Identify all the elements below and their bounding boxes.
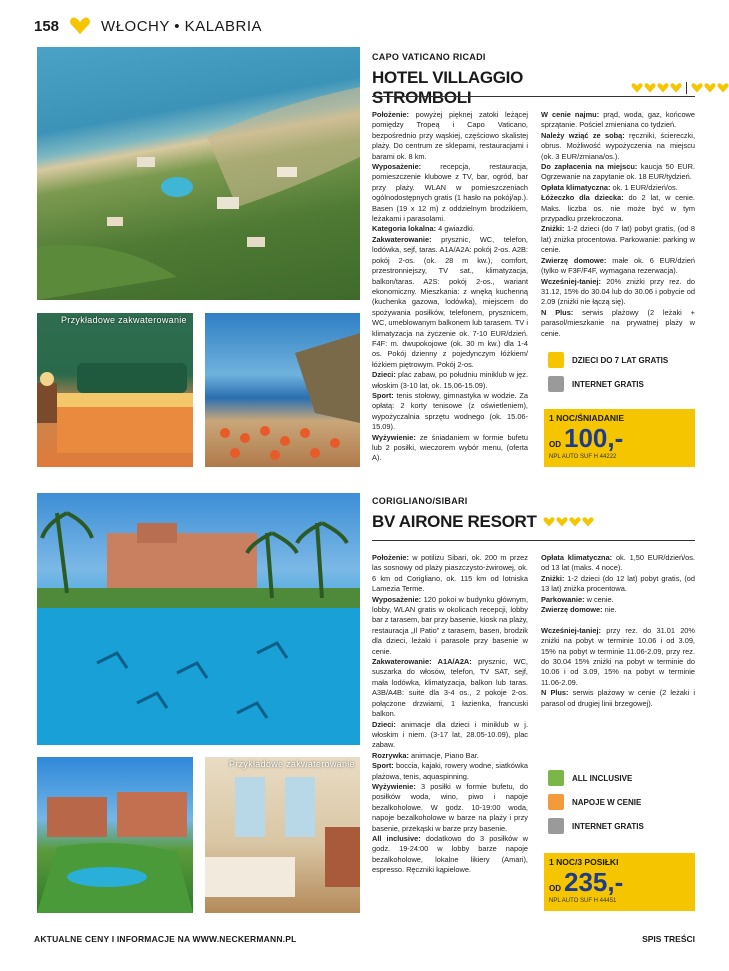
- description-paragraph: [541, 224, 695, 255]
- paragraph-heading: Sport:: [372, 761, 394, 771]
- price-label: 1 NOC/ŚNIADANIE: [549, 413, 625, 423]
- description-paragraph: [372, 751, 528, 761]
- description-paragraph: [372, 657, 528, 719]
- description-paragraph: [541, 308, 695, 339]
- hotel1-price-box: [544, 409, 695, 467]
- hotel1-location: CAPO VATICANO RICADI: [372, 52, 486, 62]
- hotel2-room-photo: [205, 757, 360, 913]
- paragraph-heading: Zakwaterowanie: A1A/A2A:: [372, 657, 472, 667]
- hotel2-description-col2: [541, 553, 695, 709]
- hotel1-room-photo: [37, 313, 193, 467]
- heart-icon: [644, 83, 656, 93]
- heart-icon: [569, 517, 581, 527]
- room-scene-graphic: [205, 757, 360, 913]
- description-paragraph: [541, 626, 695, 688]
- image-caption: Przykładowe zakwaterowanie: [61, 315, 187, 325]
- description-paragraph: [372, 110, 528, 162]
- paragraph-heading: Kategoria lokalna:: [372, 224, 437, 234]
- heart-icon: [670, 83, 682, 93]
- paragraph-heading: Zniżki:: [541, 224, 565, 234]
- paragraph-heading: W cenie najmu:: [541, 110, 600, 119]
- paragraph-heading: N Plus:: [541, 688, 569, 698]
- heart-icon: [717, 83, 729, 93]
- paragraph-heading: Wcześniej-taniej:: [541, 276, 601, 286]
- price-code: NPL AUTO SUF H 44222: [549, 454, 617, 460]
- paragraph-text: ok. 1,50 EUR/dzień/os. od 13 lat (maks. 4 noce).: [541, 553, 695, 573]
- paragraph-text: recepcja, restauracja, pomieszczenie klubowe z TV, bar, ogród, bar przy plaży. WLAN w pomieszczeniach ogólnodostępnych gratis (1 hasło na pokój/ap.). Basen (19 x 12 m) z oddzielnym brodzikiem, leżakami i parasolami.: [372, 162, 528, 224]
- aerial-scene-graphic: [37, 47, 360, 300]
- paragraph-text: prąd, woda, gaz, końcowe sprzątanie. Pościel zmieniana co tydzień.: [541, 110, 695, 130]
- paragraph-heading: Łóżeczko dla dziecka:: [541, 193, 624, 203]
- paragraph-heading: N Plus:: [541, 307, 574, 317]
- hotel1-description-col2: [541, 110, 695, 339]
- hotel1-name: HOTEL VILLAGGIO STROMBOLI: [372, 68, 524, 107]
- hotel2-resort-photo: [37, 757, 193, 913]
- description-paragraph: [541, 110, 695, 131]
- hotel2-rating: [543, 517, 594, 527]
- paragraph-text: przy rez. do 31.01 20% zniżki na pobyt w terminie 10.06 i od 3.09, 15% na pobyt w terminie 11.06-2.09, przy rez. do 30.04 15% zniżki na pobyt w terminie do 10.06 i od 3.09, 15% na pobyt w terminie 11.06-2.09.: [541, 625, 695, 687]
- region-title: WŁOCHY • KALABRIA: [101, 17, 263, 35]
- description-paragraph: [541, 193, 695, 224]
- paragraph-heading: Parkowanie:: [541, 594, 585, 604]
- price-od: OD: [549, 884, 561, 893]
- wifi-icon: [548, 818, 564, 834]
- heart-icon: [543, 517, 555, 527]
- paragraph-heading: Rozrywka:: [372, 750, 409, 760]
- paragraph-heading: Sport:: [372, 390, 394, 400]
- paragraph-text: tenis stołowy, gimnastyka w wodzie. Za opłatą: 2 korty tenisowe (z oświetleniem), wypożyczalnia sprzętu wodnego (ok. 15.06-15.09).: [372, 390, 528, 432]
- feature-kids-free: [548, 352, 668, 368]
- paragraph-text: nie.: [602, 605, 617, 615]
- paragraph-text: małe ok. 6 EUR/dzień (tylko w F3F/F4F, wymagana rezerwacja).: [541, 255, 695, 276]
- paragraph-text: 1-2 dzieci (do 7 lat) pobyt gratis, (od 8 lat) zniżka procentowa. Parkowanie: parking w cenie.: [541, 224, 695, 255]
- paragraph-text: do 2 lat, w cenie. Maks. liczba os. nie może być w tym przypadku przekroczona.: [541, 193, 695, 224]
- heart-icon: [582, 517, 594, 527]
- price-amount: 100,-: [564, 423, 624, 453]
- paragraph-text: serwis plażowy w cenie (2 leżaki i parasol od drugiej linii brzegowej).: [541, 688, 695, 708]
- paragraph-text: dodatkowo do 3 posiłków w godz. 19-24:00 w lobby barze napoje bezalkoholowe, lokalne likiery (Amari), espresso. Ręczniki kąpielowe.: [372, 833, 528, 875]
- paragraph-heading: All inclusive:: [372, 833, 421, 843]
- description-paragraph: [541, 183, 695, 193]
- paragraph-text: 20% zniżki przy rez. do 31.12, 15% do 30.04 lub do 30.06 i pobycie od 2.09 (zniżki nie łączą się).: [541, 276, 695, 307]
- drinks-icon: [548, 794, 564, 810]
- paragraph-text: animacje dla dzieci i miniklub w j. włoskim i niem. (3-17 lat, 28.05-10.09), plac zabaw.: [372, 719, 528, 750]
- description-paragraph: [541, 574, 695, 595]
- feature-label: NAPOJE W CENIE: [572, 797, 642, 807]
- hotel2-title-row: [372, 512, 594, 532]
- description-paragraph: [372, 162, 528, 224]
- description-paragraph: [372, 235, 528, 370]
- paragraph-heading: Do zapłacenia na miejscu:: [541, 162, 638, 172]
- page-header: [34, 14, 262, 38]
- paragraph-text: ok. 1 EUR/dzień/os.: [610, 182, 678, 192]
- description-paragraph: [541, 688, 695, 709]
- paragraph-heading: Wyposażenie:: [372, 162, 422, 172]
- price-label: 1 NOC/3 POSIŁKI: [549, 857, 619, 867]
- paragraph-heading: Dzieci:: [372, 370, 396, 380]
- paragraph-text: 1-2 dzieci (do 12 lat) pobyt gratis, (od 13 lat) zniżka procentowa.: [541, 573, 695, 594]
- paragraph-heading: Wyżywienie:: [372, 432, 416, 442]
- description-paragraph: [541, 615, 695, 625]
- paragraph-heading: Opłata klimatyczna:: [541, 553, 613, 562]
- divider: [372, 540, 695, 541]
- description-paragraph: [372, 224, 528, 234]
- paragraph-heading: Należy wziąć ze sobą:: [541, 130, 625, 140]
- feature-drinks: [548, 794, 641, 810]
- paragraph-text: kaucja 50 EUR. Ogrzewanie na zapytanie ok. 18 EUR/tydzień.: [541, 162, 695, 182]
- description-paragraph: [372, 553, 528, 595]
- heart-logo-icon: [69, 17, 91, 35]
- price-amount: 235,-: [564, 867, 624, 897]
- description-paragraph: [541, 162, 695, 183]
- paragraph-text: 4 gwiazdki.: [436, 224, 475, 234]
- feature-internet: [548, 376, 644, 392]
- description-paragraph: [372, 370, 528, 391]
- rating-separator: [686, 82, 687, 94]
- resort-scene-graphic: [37, 757, 193, 913]
- beach-scene-graphic: [205, 313, 360, 467]
- paragraph-heading: Położenie:: [372, 553, 409, 562]
- paragraph-heading: Zwierzę domowe:: [541, 605, 603, 615]
- hotel1-rating: [631, 82, 729, 94]
- paragraph-text: w potilizu Sibari, ok. 200 m przez las sosnowy od plaży piaszczysto-żwirowej, ok. 6 km od Corigliano, ok. 115 km od lotniska Lamezia Terme.: [372, 553, 528, 594]
- price-od: OD: [549, 440, 561, 449]
- feature-label: INTERNET GRATIS: [572, 821, 644, 831]
- feature-all-inclusive: [548, 770, 632, 786]
- description-paragraph: [541, 553, 695, 574]
- paragraph-text: 120 pokoi w budynku głównym, lobby, WLAN gratis w okolicach recepcji, lobby bar z tarasem, bar przy basenie, kiosk na plaży, restauracja „Il Patio” z tarasem, basen, brodzik dla dzieci, leżaki i parasole przy basenie w cenie.: [372, 594, 528, 656]
- paragraph-heading: Zakwaterowanie:: [372, 234, 432, 244]
- description-paragraph: [541, 595, 695, 605]
- hotel2-pool-photo: [37, 493, 360, 745]
- paragraph-heading: Położenie:: [372, 110, 409, 119]
- description-paragraph: [541, 131, 695, 162]
- description-paragraph: [372, 720, 528, 751]
- paragraph-text: w cenie.: [584, 594, 614, 604]
- heart-icon: [631, 83, 643, 93]
- paragraph-text: prysznic, WC, telefon, lodówka, sejf, taras. A1A/A2A: pokój 2-os. A2B: pokój 2-os. (ok. 28 m kw.), comfort, przestronniejszy, TV sat., klimatyzacja, balkon/taras. A2S: pokój 2-os., wariant ekonomiczny. Mieszkania: z wnęką kuchenną (kuchenka gazowa, lodówka), miejscem do spożywania posiłków, telefonem, prysznicem, WC, umeblowanym balkonem lub tarasem. TV i klimatyzacja na życzenie ok. 7-10 EUR/dzień. F4F: m. dwupokojowe (ok. 30 m kw.) dla 1-4 os. Pokój dzienny z pojedynczym łóżkiem/łóżkiem piętrowym. Pokój 2-os.: [372, 234, 528, 369]
- description-paragraph: [372, 761, 528, 782]
- heart-icon: [556, 517, 568, 527]
- description-paragraph: [541, 605, 695, 615]
- feature-internet: [548, 818, 644, 834]
- wifi-icon: [548, 376, 564, 392]
- hotel1-beach-photo: [205, 313, 360, 467]
- description-paragraph: [541, 277, 695, 308]
- price-code: NPL AUTO SUF H 44451: [549, 898, 617, 904]
- description-paragraph: [372, 391, 528, 433]
- feature-label: ALL INCLUSIVE: [572, 773, 633, 783]
- all-inclusive-icon: [548, 770, 564, 786]
- paragraph-heading: Zniżki:: [541, 573, 565, 583]
- heart-icon: [704, 83, 716, 93]
- paragraph-text: ręczniki, ściereczki, obrus. Możliwość wypożyczenia na miejscu (ok. 3 EUR/zmiana/os.).: [541, 130, 695, 161]
- description-paragraph: [372, 834, 528, 876]
- hotel2-location: CORIGLIANO/SIBARI: [372, 496, 468, 506]
- feature-label: INTERNET GRATIS: [572, 379, 644, 389]
- footer-website-link[interactable]: AKTUALNE CENY I INFORMACJE NA WWW.NECKERMANN.PL: [34, 934, 297, 944]
- paragraph-heading: Wyżywienie:: [372, 781, 416, 791]
- heart-icon: [691, 83, 703, 93]
- paragraph-text: animacje, Piano Bar.: [408, 750, 479, 760]
- hotel1-title-row: [372, 68, 729, 108]
- page-number: 158: [34, 17, 60, 35]
- heart-icon: [657, 83, 669, 93]
- feature-label: DZIECI DO 7 LAT GRATIS: [572, 355, 669, 365]
- hotel1-aerial-photo: [37, 47, 360, 300]
- paragraph-text: 3 posiłki w formie bufetu, do posiłków woda, wino, piwo i napoje bezalkoholowe. W godz. 10-19:00 woda, napoje bezalkoholowe w barze na plaży i przy basenie, przekąski w barze przy basenie.: [372, 781, 528, 833]
- description-paragraph: [372, 595, 528, 657]
- room-scene-graphic: [37, 313, 193, 467]
- description-paragraph: [372, 782, 528, 834]
- paragraph-heading: Dzieci:: [372, 719, 396, 729]
- paragraph-heading: Opłata klimatyczna:: [541, 182, 611, 192]
- image-caption: Przykładowe zakwaterowanie: [229, 759, 355, 769]
- paragraph-text: powyżej pięknej zatoki leżącej pomiędzy Tropeą i Capo Vaticano, bezpośrednio przy wąskiej, częściowo skalistej plaży. Do centrum ze sklepami, restauracjami i barami ok. 8 km.: [372, 110, 528, 161]
- paragraph-text: serwis plażowy (2 leżaki + parasol/mieszkanie na prywatnej plaży w cenie.: [541, 307, 695, 338]
- description-paragraph: [372, 433, 528, 464]
- divider: [372, 96, 695, 97]
- hotel1-description-col1: [372, 110, 528, 464]
- paragraph-heading: Wcześniej-taniej:: [541, 625, 601, 635]
- pool-scene-graphic: [37, 493, 360, 745]
- description-paragraph: [541, 256, 695, 277]
- paragraph-heading: Zwierzę domowe:: [541, 255, 607, 265]
- paragraph-text: boccia, kajaki, rowery wodne, siatkówka plażowa, tenis, aquaspinning.: [372, 761, 528, 781]
- hotel2-price-box: [544, 853, 695, 911]
- hotel2-name: BV AIRONE RESORT: [372, 512, 537, 531]
- paragraph-text: plac zabaw, po południu miniklub w jęz. włoskim (3-10 lat, ok. 15.06-15.09).: [372, 370, 528, 390]
- paragraph-text: prysznic, WC, suszarka do włosów, telefon, TV SAT, sejf, mała lodówka, klimatyzacja, balkon lub taras. A3B/A4B: suite dla 3-4 os., 2 pokoje 2-os. połączone drzwiami, 1 łazienka, francuski balkon.: [372, 657, 528, 719]
- footer-toc-link[interactable]: SPIS TREŚCI: [642, 934, 695, 944]
- hotel2-description-col1: [372, 553, 528, 876]
- paragraph-text: ze śniadaniem w formie bufetu lub 2 posiłki, wieczorem wybór menu, (oferta A).: [372, 432, 528, 463]
- kids-icon: [548, 352, 564, 368]
- paragraph-heading: Wyposażenie:: [372, 594, 422, 604]
